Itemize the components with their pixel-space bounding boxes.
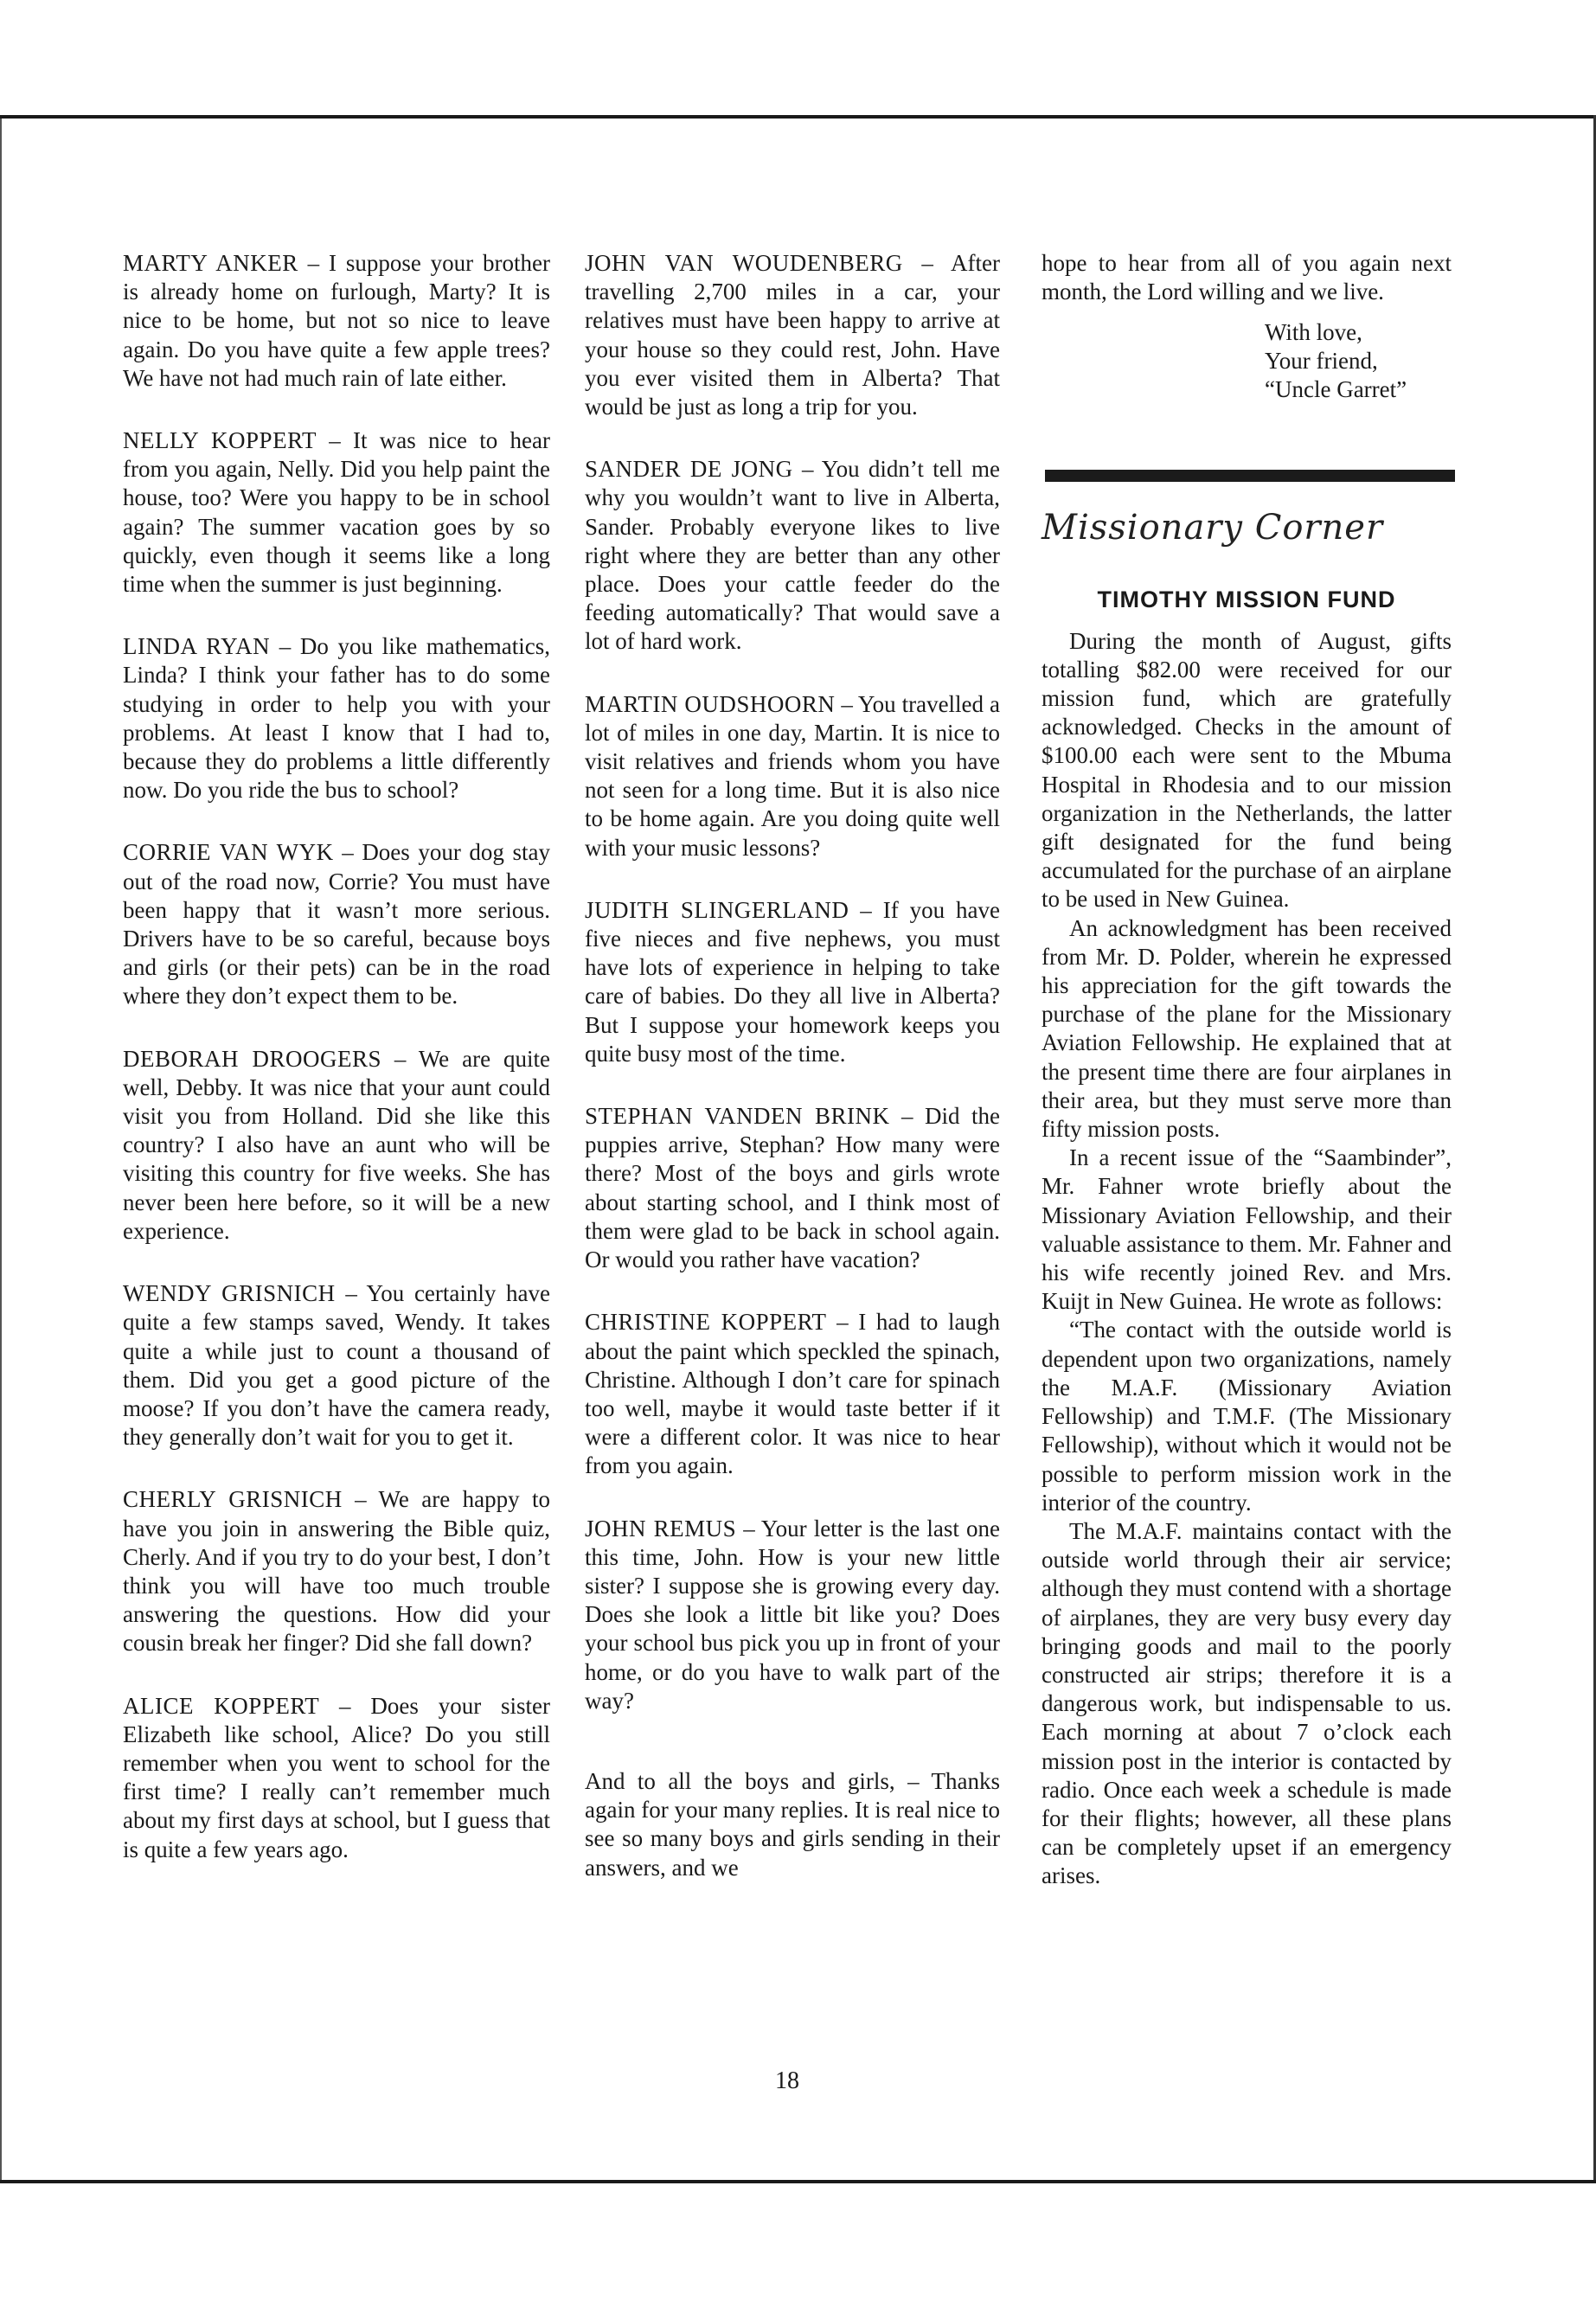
letter-body: You didn’t tell me why you wouldn’t want to live in Alberta, Sander. Probably everyone likes to live right where they are better than any other place. Does your cattle feeder do the feeding automatically? That would save a lot of hard work.: [585, 456, 1001, 655]
letter-entry: ALICE KOPPERT – Does your sister Elizabeth like school, Alice? Do you still remember when you went to school for the first time? I really can’t remember much about my first days at school, but I guess that is quite a few years ago.: [123, 1692, 550, 1862]
letter-entry: CORRIE VAN WYK – Does your dog stay out of the road now, Corrie? You must have been happy that it wasn’t more serious. Drivers have to be so careful, because boys and girls (or their pets) can be in the road where they don’t expect them to be.: [123, 839, 550, 1009]
closing-paragraph-end: hope to hear from all of you again next month, the Lord willing and we live.: [1042, 250, 1452, 305]
letter-entry: JOHN VAN WOUDENBERG – After travelling 2,700 miles in a car, your relatives must have been happy to arrive at your house so they could rest, John. Have you ever visited them in Alberta? That would be just as long a trip for you.: [585, 250, 1000, 420]
letter-body: I had to laugh about the paint which speckled the spinach, Christine. Although I don’t care for spinach too well, maybe it would taste better if it were a different color. It was nice to hear from you again.: [585, 1309, 1001, 1479]
letter-entry: DEBORAH DROOGERS – We are quite well, Debby. It was nice that your aunt could visit you from Holland. Did she like this country? I also have an aunt who will be visiting this country for five weeks. She has never been here before, so it will be a new experience.: [123, 1045, 550, 1244]
article-paragraph: “The contact with the outside world is dependent upon two organizations, namely the M.A.F. (Missionary Aviation Fellowship) and T.M.F. (The Missionary Fellowship), without which it would not be possible to perform mission work in the interior of the country.: [1042, 1317, 1452, 1516]
letter-body: You certainly have quite a few stamps saved, Wendy. It takes quite a while just to count a thousand of them. Did you get a good picture of the moose? If you don’t have the camera ready, they generally don’t wait for you to get it.: [123, 1280, 551, 1451]
letter-recipient: MARTIN OUDSHOORN: [585, 690, 836, 717]
letter-body: If you have five nieces and five nephews, you must have lots of experience in helping to take care of babies. Do they all live in Alberta? But I suppose your homework keeps you quite busy most of the time.: [585, 896, 1000, 1067]
letter-entry: CHRISTINE KOPPERT – I had to laugh about the paint which speckled the spinach, Christine. Although I don’t care for spinach too well, maybe it would taste better if it were a different color. It was nice to hear from you again.: [585, 1309, 1001, 1479]
letter-entry: MARTIN OUDSHOORN – You travelled a lot of miles in one day, Martin. It is nice to visit relatives and friends whom you have not seen for a long time. But it is also nice to be home again. Are you doing quite well with your music lessons?: [585, 690, 1001, 861]
letter-entry: NELLY KOPPERT – It was nice to hear from you again, Nelly. Did you help paint the house, too? Were you happy to be in school again? The summer vacation goes by so quickly, even though it seems like a long time when the summer is just beginning.: [123, 427, 550, 598]
column-2: [585, 249, 1000, 1916]
top-rule: [0, 115, 1596, 119]
signature-block: [1265, 318, 1452, 404]
letter-recipient: ALICE KOPPERT: [123, 1692, 320, 1719]
letter-body: I suppose your brother is already home on furlough, Marty? It is nice to be home, but not so nice to leave again. Do you have quite a few apple trees? We have not had much rain of late either.: [123, 250, 550, 391]
letter-body: Do you like mathematics, Linda? I think your father has to do some studying in order to help you with your problems. At least I know that I had to, because they do problems a little differently now. Do you ride the bus to school?: [123, 633, 551, 804]
letter-recipient: CORRIE VAN WYK: [123, 839, 334, 866]
signature-line: Your friend,: [1265, 348, 1378, 375]
article-paragraph: The M.A.F. maintains contact with the outside world through their air service; although they must contend with a shortage of airplanes, they are very busy every day bringing goods and mail to the poorly constructed air strips; therefore it is a dangerous work, but indispensable to us. Each morning at about 7 o’clock each mission post in the interior is contacted by radio. Once each week a schedule is made for their flights; however, all these plans can be completely upset if an emergency arises.: [1042, 1517, 1452, 1889]
letter-body: After travelling 2,700 miles in a car, your relatives must have been happy to arrive at your house so they could rest, John. Have you ever visited them in Alberta? That would be just as long a trip for you.: [585, 250, 1000, 420]
letter-recipient: SANDER DE JONG: [585, 456, 793, 483]
article-paragraph: An acknowledgment has been received from Mr. D. Polder, wherein he expressed his appreciation for the gift towards the purchase of the plane for the Missionary Aviation Fellowship. He explained that at the present time there are four airplanes in their area, but they must serve more than fifty mission posts.: [1042, 914, 1452, 1143]
letter-body: It was nice to hear from you again, Nelly. Did you help paint the house, too? Were you happy to be in school again? The summer vacation goes by so quickly, even though it seems like a long time when the summer is just beginning.: [123, 427, 550, 598]
letter-body: Does your dog stay out of the road now, Corrie? You must have been happy that it wasn’t more serious. Drivers have to be so careful, because boys and girls (or their pets) can be in the road where they don’t expect them to be.: [123, 839, 550, 1009]
signature-name: “Uncle Garret”: [1265, 376, 1407, 403]
section-subheading: TIMOTHY MISSION FUND: [1097, 586, 1396, 613]
letter-body: Your letter is the last one this time, John. How is your new little sister? I suppose she is growing every day. Does she look a little bit like you? Does your school bus pick you up in front of your home, or do you have to walk part of the way?: [585, 1515, 1000, 1714]
letter-recipient: JOHN VAN WOUDENBERG: [585, 250, 903, 276]
letter-body: You travelled a lot of miles in one day, Martin. It is nice to visit relatives and friends whom you have not seen for a long time. But it is also nice to be home again. Are you doing quite well with your music lessons?: [585, 690, 1001, 861]
letter-recipient: DEBORAH DROOGERS: [123, 1045, 381, 1072]
letter-recipient: NELLY KOPPERT: [123, 427, 317, 454]
signature-line: With love,: [1265, 319, 1362, 346]
column-3: [1042, 249, 1452, 1891]
letter-recipient: CHRISTINE KOPPERT: [585, 1309, 827, 1336]
page-left-edge: [0, 115, 2, 2183]
letter-entry: WENDY GRISNICH – You certainly have quite a few stamps saved, Wendy. It takes quite a while just to count a thousand of them. Did you get a good picture of the moose? If you don’t have the camera ready, they generally don’t wait for you to get it.: [123, 1280, 551, 1451]
letter-recipient: STEPHAN VANDEN BRINK: [585, 1103, 890, 1130]
closing-paragraph: And to all the boys and girls, – Thanks again for your many replies. It is real nice to see so many boys and girls sending in their answers, and we: [585, 1767, 1000, 1881]
letter-body: Did the puppies arrive, Stephan? How many were there? Most of the boys and girls wrote about starting school, and I think most of them were glad to be back in school again. Or would you rather have vacation?: [585, 1103, 1000, 1273]
letter-recipient: CHERLY GRISNICH: [123, 1486, 343, 1513]
letter-body: We are happy to have you join in answering the Bible quiz, Cherly. And if you try to do your best, I don’t think you will have too much trouble answering the questions. How did your cousin break her finger? Did she fall down?: [123, 1486, 551, 1657]
letter-body: We are quite well, Debby. It was nice that your aunt could visit you from Holland. Did she like this country? I also have an aunt who will be visiting this country for five weeks. She has never been here before, so it will be a new experience.: [123, 1045, 550, 1244]
bottom-rule: [0, 2180, 1596, 2183]
letter-entry: JOHN REMUS – Your letter is the last one this time, John. How is your new little sister? I suppose she is growing every day. Does she look a little bit like you? Does your school bus pick you up in front of your home, or do you have to walk part of the way?: [585, 1515, 1000, 1714]
letter-entry: SANDER DE JONG – You didn’t tell me why you wouldn’t want to live in Alberta, Sander. Probably everyone likes to live right where they are better than any other place. Does your cattle feeder do the feeding automatically? That would save a lot of hard work.: [585, 456, 1001, 655]
letter-body: Does your sister Elizabeth like school, Alice? Do you still remember when you went to school for the first time? I really can’t remember much about my first days at school, but I guess that is quite a few years ago.: [123, 1692, 550, 1862]
letter-recipient: JOHN REMUS: [585, 1515, 737, 1541]
letter-recipient: MARTY ANKER: [123, 250, 298, 276]
page-number: 18: [775, 2067, 799, 2094]
column-1: [123, 249, 550, 1898]
article-paragraph: In a recent issue of the “Saambinder”, Mr. Fahner wrote briefly about the Missionary Aviation Fellowship, and their valuable assistance to them. Mr. Fahner and his wife recently joined Rev. and Mrs. Kuijt in New Guinea. He wrote as follows:: [1042, 1144, 1452, 1315]
section-divider: [1045, 470, 1455, 482]
letter-entry: CHERLY GRISNICH – We are happy to have you join in answering the Bible quiz, Cherly. And if you try to do your best, I don’t think you will have too much trouble answering the questions. How did your cousin break her finger? Did she fall down?: [123, 1486, 551, 1657]
letter-entry: JUDITH SLINGERLAND – If you have five nieces and five nephews, you must have lots of experience in helping to take care of babies. Do they all live in Alberta? But I suppose your homework keeps you quite busy most of the time.: [585, 896, 1000, 1067]
letter-recipient: WENDY GRISNICH: [123, 1280, 336, 1307]
letter-entry: STEPHAN VANDEN BRINK – Did the puppies arrive, Stephan? How many were there? Most of the boys and girls wrote about starting school, and I think most of them were glad to be back in school again. Or would you rather have vacation?: [585, 1103, 1000, 1273]
letter-entry: MARTY ANKER – I suppose your brother is already home on furlough, Marty? It is nice to be home, but not so nice to leave again. Do you have quite a few apple trees? We have not had much rain of late either.: [123, 250, 550, 391]
letter-recipient: LINDA RYAN: [123, 633, 271, 660]
section-heading: Missionary Corner: [1042, 508, 1384, 548]
article-paragraph: During the month of August, gifts totalling $82.00 were received for our mission fund, which are gratefully acknowledged. Checks in the amount of $100.00 each were sent to the Mbuma Hospital in Rhodesia and to our mission organization in the Netherlands, the latter gift designated for the fund being accumulated for the purchase of an airplane to be used in New Guinea.: [1042, 627, 1452, 913]
letter-recipient: JUDITH SLINGERLAND: [585, 896, 849, 923]
letter-entry: LINDA RYAN – Do you like mathematics, Linda? I think your father has to do some studying in order to help you with your problems. At least I know that I had to, because they do problems a little differently now. Do you ride the bus to school?: [123, 633, 551, 804]
